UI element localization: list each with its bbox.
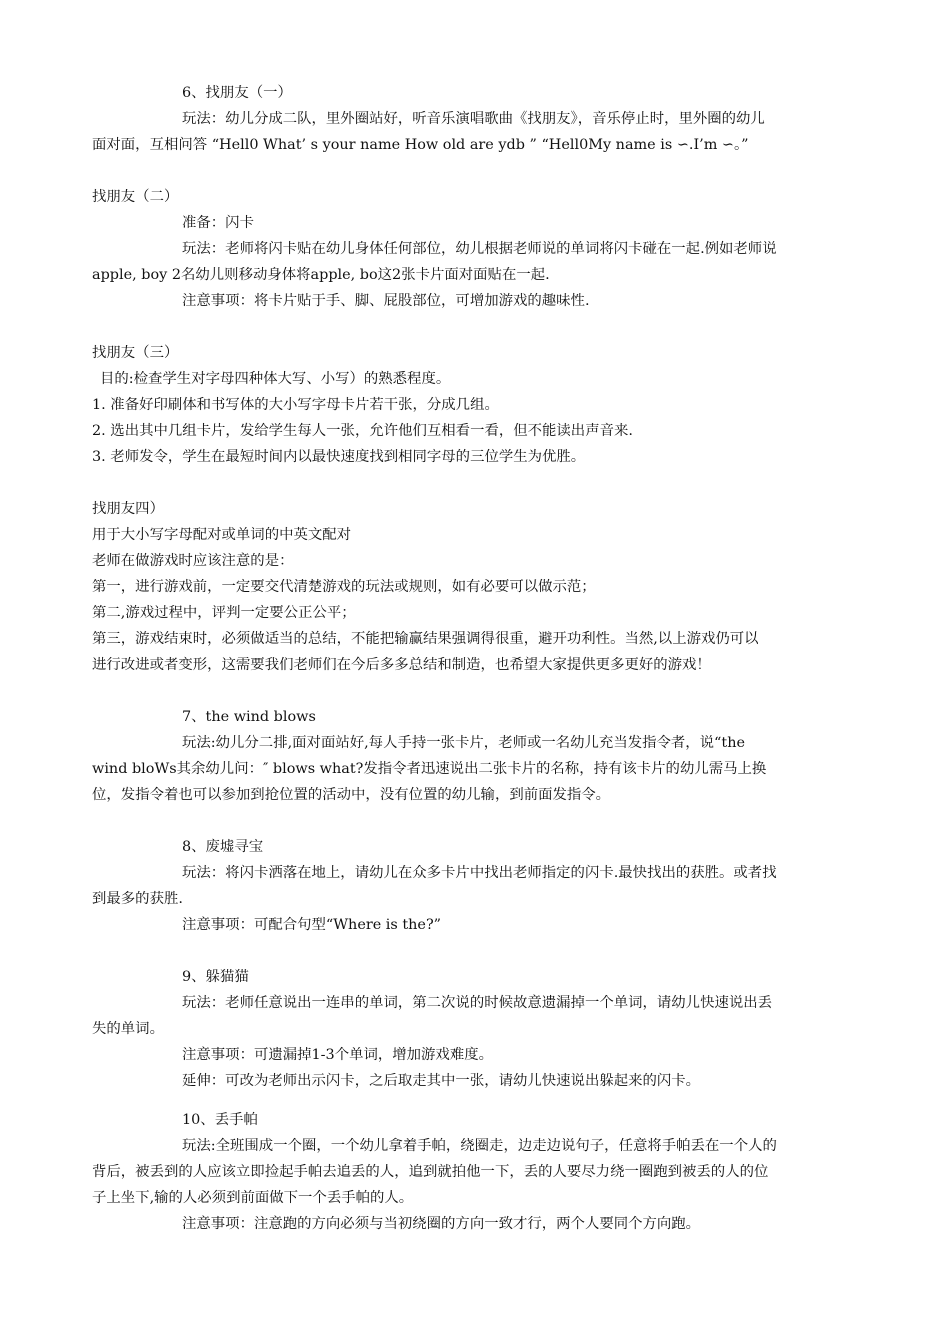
paragraph-line: 失的单词。 [92,1021,164,1037]
document-page [92,80,892,1237]
paragraph-line: 玩法：老师任意说出一连串的单词，第二次说的时候故意遗漏掉一个单词，请幼儿快速说出丢 [182,995,773,1011]
paragraph-line: wind bloWs其余幼儿问：″ blows what?发指令者迅速说出二张卡片的名称，持有该卡片的幼儿需马上换 [92,761,767,777]
paragraph-line: 第三，游戏结束时，必须做适当的总结，不能把输赢结果强调得很重，避开功利性。当然,以上游戏仍可以 [92,631,759,647]
paragraph-line: 第二,游戏过程中，评判一定要公正公平； [92,605,356,621]
section-title: 找朋友四） [92,501,164,517]
paragraph-line: 背后，被丢到的人应该立即捡起手帕去追丢的人，追到就拍他一下，丢的人要尽力绕一圈跑到被丢的人的位 [92,1164,769,1180]
section-title: 7、the wind blows [182,709,316,725]
paragraph-line: 老师在做游戏时应该注意的是： [92,553,294,569]
section-9 [92,964,892,1094]
section-title: 找朋友（三） [92,345,179,361]
paragraph-line: 子上坐下,输的人必须到前面做下一个丢手帕的人。 [92,1190,414,1206]
paragraph-line: 到最多的获胜. [92,891,183,907]
section-6 [92,80,892,158]
section-title: 9、躲猫猫 [182,969,249,985]
paragraph-line: 注意事项：将卡片贴于手、脚、屁股部位，可增加游戏的趣味性. [182,293,590,309]
section-6d [92,496,892,678]
paragraph-line: 第一，进行游戏前，一定要交代清楚游戏的玩法或规则，如有必要可以做示范； [92,579,596,595]
paragraph-line: 玩法：老师将闪卡贴在幼儿身体任何部位，幼儿根据老师说的单词将闪卡碰在一起.例如老师说 [182,241,777,257]
paragraph-line: 用于大小写字母配对或单词的中英文配对 [92,527,352,543]
paragraph-line: 注意事项：可配合句型“Where is the?” [182,917,442,933]
paragraph-line: 面对面，互相问答 “Hell0 What’ s your name How old are ydb ” “Hell0My name is ∽.I’m ∽。” [92,137,749,153]
paragraph-line: apple, boy 2名幼儿则移动身体将apple, bo这2张卡片面对面贴在一起. [92,267,550,283]
section-title: 6、找朋友（一） [182,85,292,101]
section-title: 10、丢手帕 [182,1112,258,1128]
list-item: 3. 老师发令，学生在最短时间内以最快速度找到相同字母的三位学生为优胜。 [92,449,586,465]
paragraph-line: 玩法：将闪卡洒落在地上，请幼儿在众多卡片中找出老师指定的闪卡.最快找出的获胜。或者找 [182,865,777,881]
paragraph-line: 玩法：幼儿分成二队，里外圈站好，听音乐演唱歌曲《找朋友》，音乐停止时，里外圈的幼儿 [182,111,765,127]
paragraph-line: 进行改进或者变形，这需要我们老师们在今后多多总结和制造，也希望大家提供更多更好的游戏！ [92,657,711,673]
list-item: 2. 选出其中几组卡片，发给学生每人一张，允许他们互相看一看，但不能读出声音来. [92,423,633,439]
paragraph-line: 玩法:全班围成一个圈，一个幼儿拿着手帕，绕圈走，边走边说句子，任意将手帕丢在一个人的 [182,1138,777,1154]
paragraph-line: 注意事项：可遗漏掉1-3个单词，增加游戏难度。 [182,1047,493,1063]
section-6c [92,340,892,470]
paragraph-line: 玩法:幼儿分二排,面对面站好,每人手持一张卡片，老师或一名幼儿充当发指令者，说“the [182,735,745,751]
paragraph-line: 注意事项：注意跑的方向必须与当初绕圈的方向一致才行，两个人要同个方向跑。 [182,1216,701,1232]
paragraph-line: 准备：闪卡 [182,215,254,231]
paragraph-line: 延伸：可改为老师出示闪卡，之后取走其中一张，请幼儿快速说出躲起来的闪卡。 [182,1073,701,1089]
section-8 [92,834,892,938]
paragraph-line: 位，发指令着也可以参加到抢位置的活动中，没有位置的幼儿输，到前面发指令。 [92,787,611,803]
section-10 [92,1107,892,1237]
section-title: 找朋友（二） [92,189,179,205]
section-6b [92,184,892,314]
paragraph-line: 目的:检查学生对字母四种体大写、小写）的熟悉程度。 [100,371,451,387]
section-title: 8、废墟寻宝 [182,839,264,855]
section-7 [92,704,892,808]
list-item: 1. 准备好印刷体和书写体的大小写字母卡片若干张，分成几组。 [92,397,499,413]
